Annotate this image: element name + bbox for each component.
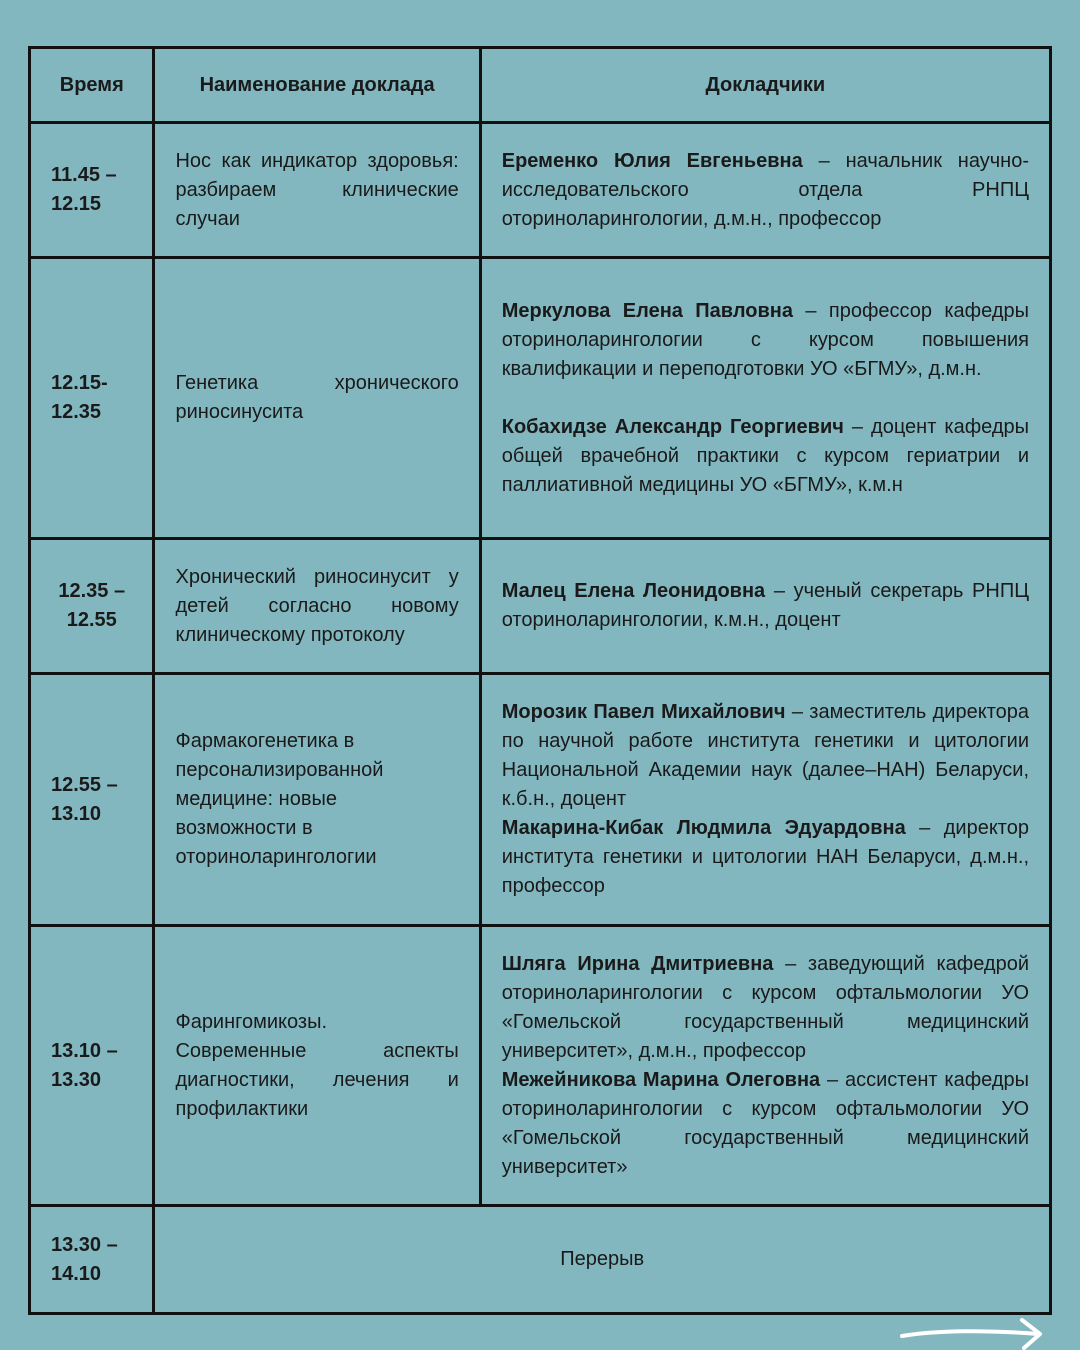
speakers-cell [480, 539, 1050, 674]
talk-title: Фармакогенетика в персонализированной медицине: новые возможности в оториноларингологии [154, 674, 480, 926]
time-cell [30, 258, 154, 539]
break-row [30, 1206, 1051, 1314]
time-start: 12.55 – [51, 773, 118, 796]
arrow-right-icon[interactable] [898, 1316, 1048, 1350]
time-cell [30, 1206, 154, 1314]
speaker-name: Еременко Юлия Евгеньевна [501, 149, 803, 172]
speakers-cell [480, 123, 1050, 258]
speaker-desc: – начальник научно-исследовательского отдела РНПЦ оториноларингологии, д.м.н., профессор [501, 149, 1029, 230]
speaker-entry [502, 950, 1029, 1066]
speaker-name: Межейникова Марина Олеговна [501, 1068, 821, 1091]
speaker-name: Кобахидзе Александр Георгиевич [501, 415, 844, 438]
time-start: 13.10 – [51, 1039, 118, 1062]
time-start: 13.30 – [51, 1233, 118, 1256]
speaker-name: Морозик Павел Михайлович [501, 701, 786, 723]
talk-title: Генетика хронического риносинусита [154, 258, 480, 539]
speaker-name: Меркулова Елена Павловна [501, 299, 793, 322]
speaker-entry [502, 1066, 1029, 1182]
speaker-name: Макарина-Кибак Людмила Эдуардовна [501, 817, 906, 839]
speaker-entry [502, 698, 1029, 814]
time-end: 12.55 [66, 609, 117, 631]
time-end: 13.10 [51, 802, 102, 825]
talk-title: Фарингомикозы. Современные аспекты диагностики, лечения и профилактики [154, 926, 480, 1206]
speaker-desc: – заместитель директора по научной работе института генетики и цитологии Национальной Академии наук (далее–НАН) Беларуси, к.б.н., доцент [501, 701, 1029, 810]
time-cell [30, 926, 154, 1206]
time-cell [30, 674, 154, 926]
speakers-cell [480, 674, 1050, 926]
speaker-desc: – директор института генетики и цитологии НАН Беларуси, д.м.н., профессор [501, 817, 1029, 897]
time-cell [30, 539, 154, 674]
table-row [30, 539, 1051, 674]
speaker-entry [502, 577, 1029, 635]
time-start: 12.15- [51, 372, 108, 394]
table-row [30, 674, 1051, 926]
time-start: 12.35 – [58, 580, 126, 602]
talk-title: Хронический риносинусит у детей согласно новому клиническому протоколу [154, 539, 480, 674]
speaker-name: Шляга Ирина Дмитриевна [501, 952, 774, 975]
table-row [30, 123, 1051, 258]
speaker-entry [502, 147, 1029, 234]
header-speakers: Докладчики [480, 48, 1050, 123]
speaker-name: Малец Елена Леонидовна [501, 580, 766, 602]
time-end: 14.10 [51, 1262, 102, 1285]
speakers-cell [480, 258, 1050, 539]
speaker-entry [502, 413, 1029, 500]
speaker-desc: – профессор кафедры оториноларингологии с курсом повышения квалификации и переподготовки УО «БГМУ», д.м.н. [501, 299, 1029, 380]
speaker-desc: – ассистент кафедры оториноларингологии с курсом офтальмологии УО «Гомельской государственный медицинский университет» [501, 1068, 1029, 1178]
speakers-cell [480, 926, 1050, 1206]
time-end: 13.30 [51, 1068, 102, 1091]
speaker-entry [502, 814, 1029, 901]
table-row [30, 258, 1051, 539]
table-row [30, 926, 1051, 1206]
schedule-table [28, 46, 1052, 1315]
speaker-spacer [502, 384, 1029, 413]
talk-title: Нос как индикатор здоровья: разбираем клинические случаи [154, 123, 480, 258]
speaker-desc: – доцент кафедры общей врачебной практики с курсом гериатрии и паллиативной медицины УО «БГМУ», к.м.н [501, 415, 1029, 496]
time-cell [30, 123, 154, 258]
speaker-desc: – заведующий кафедрой оториноларингологии с курсом офтальмологии УО «Гомельской государственный медицинский университет», д.м.н., профессор [501, 952, 1029, 1062]
speaker-entry [502, 297, 1029, 384]
break-label: Перерыв [154, 1206, 1051, 1314]
time-end: 12.35 [51, 401, 102, 423]
header-time: Время [30, 48, 154, 123]
time-end: 12.15 [51, 193, 102, 215]
table-header-row [30, 48, 1051, 123]
time-start: 11.45 – [51, 164, 117, 186]
header-title: Наименование доклада [154, 48, 480, 123]
speaker-desc: – ученый секретарь РНПЦ оториноларингологии, к.м.н., доцент [501, 580, 1030, 631]
